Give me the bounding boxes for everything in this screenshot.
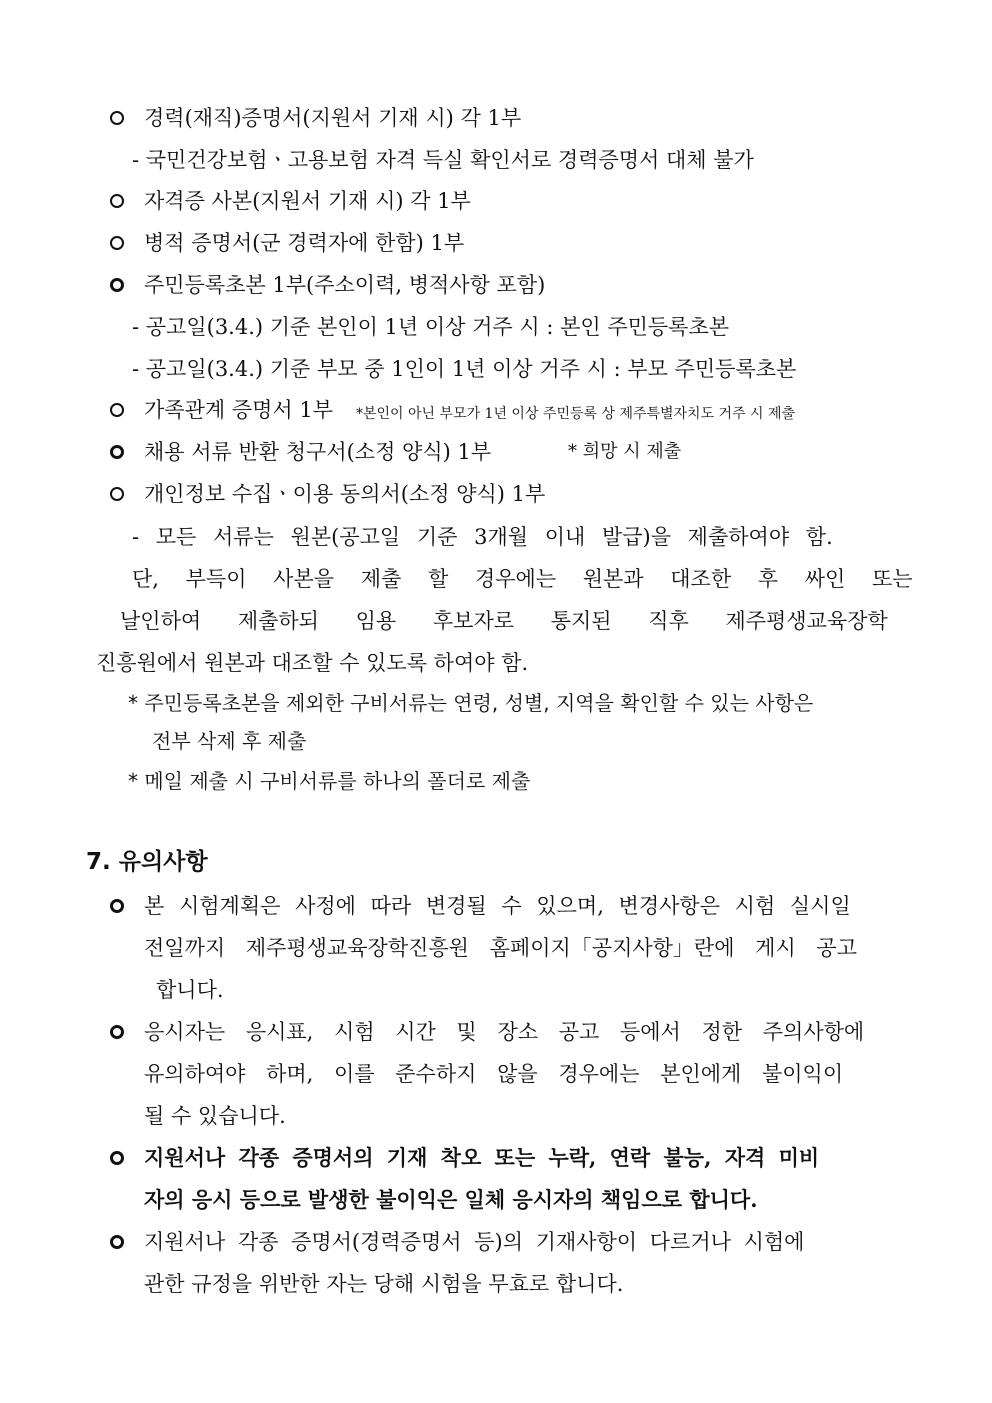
item-license-copy: 자격증 사본(지원서 기재 시) 각 1부 [144,189,471,213]
caution-line-bold: 자의 응시 등으로 발생한 불이익은 일체 응시자의 책임으로 합니다. [144,1187,758,1212]
caution-line: 전일까지 제주평생교육장학진흥원 홈페이지「공지사항」란에 게시 공고 [144,936,857,960]
item-return-note: * 희망 시 제출 [568,441,682,462]
item-resident-parent: - 공고일(3.4.) 기준 부모 중 1인이 1년 이상 거주 시 : 부모 주민등록초본 [132,357,797,381]
paragraph-line: - 모든 서류는 원본(공고일 기준 3개월 이내 발급)을 제출하여야 함. [132,525,833,549]
circle-bullet-icon [110,194,124,208]
circle-bullet-icon [110,1151,124,1165]
item-career-certificate: 경력(재직)증명서(지원서 기재 시) 각 1부 [144,106,522,130]
item-privacy-consent: 개인정보 수집ㆍ이용 동의서(소정 양식) 1부 [144,482,546,506]
circle-bullet-icon [110,403,124,417]
circle-bullet-icon [110,1025,124,1039]
item-return-request: 채용 서류 반환 청구서(소정 양식) 1부 [144,440,492,464]
item-resident-self: - 공고일(3.4.) 기준 본인이 1년 이상 거주 시 : 본인 주민등록초본 [132,315,730,339]
item-family-certificate: 가족관계 증명서 1부 [144,398,333,422]
circle-bullet-icon [110,1235,124,1249]
circle-bullet-icon [110,111,124,125]
caution-line: 응시자는 응시표, 시험 시간 및 장소 공고 등에서 정한 주의사항에 [144,1020,865,1044]
caution-line: 본 시험계획은 사정에 따라 변경될 수 있으며, 변경사항은 시험 실시일 [144,894,851,918]
circle-bullet-icon [110,236,124,250]
paragraph-line: 단, 부득이 사본을 제출 할 경우에는 원본과 대조한 후 싸인 또는 [132,567,913,591]
caution-line: 될 수 있습니다. [144,1104,286,1128]
paragraph-line: 날인하여 제출하되 임용 후보자로 통지된 직후 제주평생교육장학 [120,609,888,633]
item-military-certificate: 병적 증명서(군 경력자에 한함) 1부 [144,231,465,255]
note-line: * 메일 제출 시 구비서류를 하나의 폴더로 제출 [128,769,531,793]
circle-bullet-icon [110,487,124,501]
circle-bullet-icon [110,278,124,292]
caution-line: 합니다. [156,978,224,1002]
note-line: * 주민등록초본을 제외한 구비서류는 연령, 성별, 지역을 확인할 수 있는 사항은 [128,691,814,715]
item-career-note: - 국민건강보험ㆍ고용보험 자격 득실 확인서로 경력증명서 대체 불가 [132,148,754,172]
caution-line-bold: 지원서나 각종 증명서의 기재 착오 또는 누락, 연락 불능, 자격 미비 [144,1145,820,1170]
paragraph-line: 진흥원에서 원본과 대조할 수 있도록 하여야 함. [96,651,529,675]
item-family-note: *본인이 아닌 부모가 1년 이상 주민등록 상 제주특별자치도 거주 시 제출 [356,406,796,422]
section-title: 7. 유의사항 [86,849,208,875]
caution-line: 관한 규정을 위반한 자는 당해 시험을 무효로 합니다. [144,1272,624,1296]
item-resident-abstract: 주민등록초본 1부(주소이력, 병적사항 포함) [144,273,546,297]
caution-line: 유의하여야 하며, 이를 준수하지 않을 경우에는 본인에게 불이익이 [144,1062,844,1086]
note-line: 전부 삭제 후 제출 [152,729,307,753]
circle-bullet-icon [110,445,124,459]
caution-line: 지원서나 각종 증명서(경력증명서 등)의 기재사항이 다르거나 시험에 [144,1230,805,1254]
circle-bullet-icon [110,899,124,913]
